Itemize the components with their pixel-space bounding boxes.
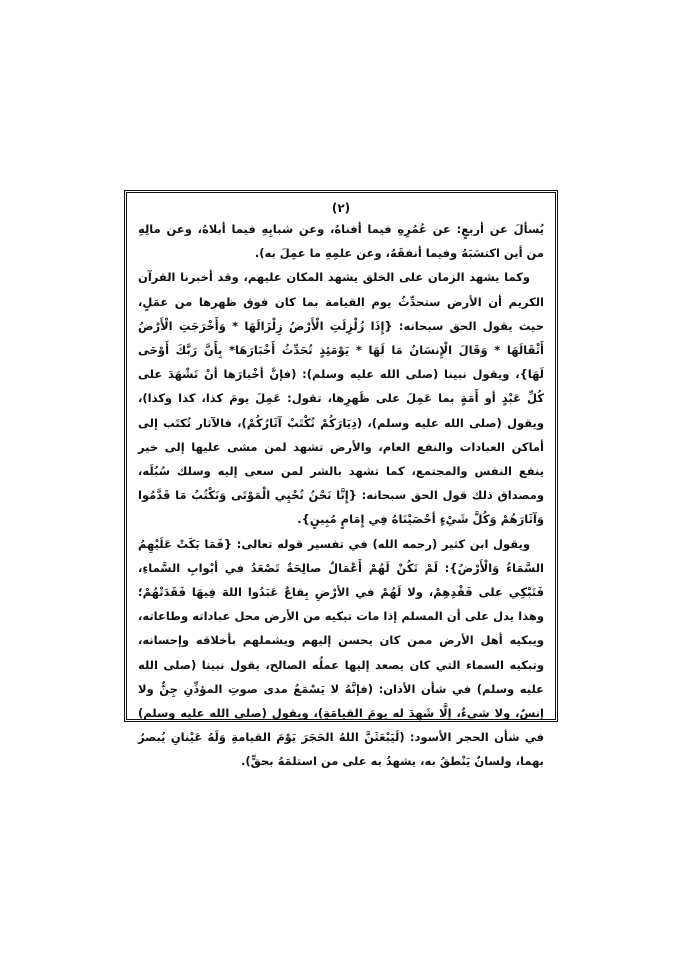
page-frame (124, 190, 558, 769)
paragraph-3: ويقول ابن كثير (رحمه الله) في تفسير قوله تعالى: {فَمَا بَكَتْ عَلَيْهِمُ السَّمَاءُ وَالْأَرْضُ}: لَمْ تَكُنْ لَهُمْ أَعْمَالٌ صالِحَةٌ تَصْعَدُ في أبْوابِ السَّماءِ، فَتَبْكِي على فَقْدِهِمْ، ولا لَهُمْ في الأرْضِ بِقاعٌ عَبَدُوا اللهَ فِيهَا فَقَدَتْهُمْ؛ وهذا يدل على أن المسلم إذا مات تبكيه من الأرض محل عباداته وطاعاته، ويبكيه أهل الأرض ممن كان يحسن إليهم ويشملهم بأخلاقه وإحسانه، وتبكيه السماء التي كان يصعد إليها عملُه الصالح، يقول نبينا (صلى الله عليه وسلم) في شأن الأذان: (فإنَّهُ لا يَسْمَعُ مدى صوتِ المؤذِّنِ جِنٌّ ولا إنسٌ، ولا شيءٌ، إلَّا شَهِدَ له يومَ القيامَةِ)، ويقول (صلى الله عليه وسلم) في شأن الحجر الأسود: (لَيَبْعَثَنَّ اللهُ الحَجَرَ يَوْمَ القيامةِ وَلَهُ عَيْنانِ يُبصرُ بهما، ولسانٌ يَنْطقُ به، يشهدُ به على من استلمَهُ بحقٍّ). (138, 536, 544, 769)
page-number: (٢) (331, 201, 351, 215)
paragraph-1: يُسألَ عن أربعٍ: عن عُمُرِهِ فيما أفناهُ، وعن شبابِهِ فيما أبلاهُ، وعن مالِهِ من أين اكتسَبَهُ وفيما أنفقَهُ، وعن علمِهِ ما عمِلَ به). (138, 222, 544, 261)
page-body (138, 217, 544, 774)
paragraph-2: وكما يشهد الزمان على الخلق يشهد المكان عليهم، وقد أخبرنا القرآن الكريم أن الأرض ستحدِّثُ يوم القيامة بما كان فوق ظهرها من عمَلٍ، حيث يقول الحق سبحانه: {إِذَا زُلْزِلَتِ الْأَرْضُ زِلْزَالَهَا * وَأَخْرَجَتِ الْأَرْضُ أَثْقَالَهَا * وَقَالَ الْإِنسَانُ مَا لَهَا * يَوْمَئِذٍ تُحَدِّثُ أَخْبَارَهَا* بِأَنَّ رَبَّكَ أَوْحَى لَهَا}، ويقول نبينا (صلى الله عليه وسلم): (فإنَّ أخْبارَها أنْ تَشْهَدَ على كُلِّ عَبْدٍ أو أَمَةٍ بما عَمِلَ على ظَهرِها، تقول: عَمِلَ يومَ كذا، كذا وكذا)، ويقول (صلى الله عليه وسلم)، (دِيَارَكُمْ تُكْتَبْ آثَارُكُمْ)، فالآثار تُكتَب إلى أماكن العبادات والنفع العام، والأرض تشهد لمن مشى عليها إلى خير ينفع النفس والمجتمع، كما تشهد بالشر لمن سعى إليه وسلك سُبُلَه، ومصداق ذلك قول الحق سبحانه: {إِنَّا نَحْنُ نُحْيِي الْمَوْتَى وَنَكْتُبُ مَا قَدَّمُوا وَآثَارَهُمْ وَكُلَّ شَيْءٍ أحْصَيْنَاهُ فِي إِمَامٍ مُبِينٍ}. (138, 270, 544, 527)
